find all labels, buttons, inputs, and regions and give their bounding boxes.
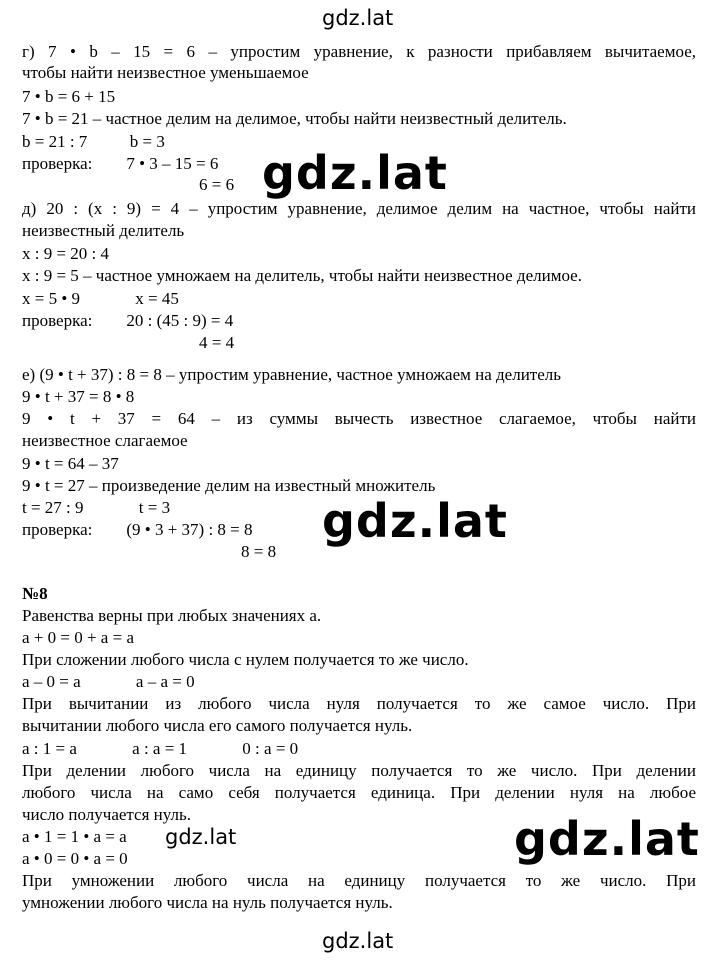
watermark-mid-2: gdz.lat [322,494,508,548]
line-d-check-result: 4 = 4 [199,333,235,352]
line-e-check: проверка: (9 • 3 + 37) : 8 = 8 [22,520,253,539]
line-g-1: г) 7 • b – 15 = 6 – упростим уравнение, к разности прибавляем вычитаемое, [22,42,696,61]
line-d-check: проверка: 20 : (45 : 9) = 4 [22,311,234,330]
line-8-6: вычитании любого числа его самого получается нуль. [22,716,413,735]
line-g-2: чтобы найти неизвестное уменьшаемое [22,63,309,82]
watermark-big: gdz.lat [514,812,700,866]
line-8-7: a : 1 = a a : a = 1 0 : a = 0 [22,739,299,758]
watermark-bottom: gdz.lat [322,929,394,953]
line-8-14: умножении любого числа на нуль получается нуль. [22,893,393,912]
line-g-4: 7 • b = 21 – частное делим на делимое, чтобы найти неизвестный делитель. [22,109,567,128]
line-e-check-result: 8 = 8 [241,542,277,561]
line-d-2: неизвестный делитель [22,221,185,240]
line-e-3: 9 • t + 37 = 64 – из суммы вычесть известное слагаемое, чтобы найти [22,409,696,428]
line-8-3: При сложении любого числа с нулем получается то же число. [22,650,469,669]
line-8-4: a – 0 = a a – a = 0 [22,672,195,691]
line-8-10: число получается нуль. [22,805,192,824]
line-e-5: 9 • t = 64 – 37 [22,454,119,473]
line-8-9: любого числа на само себя получается единица. При делении нуля на любое [22,783,696,802]
line-g-check-result: 6 = 6 [199,175,235,194]
section-heading-8: №8 [22,584,48,603]
line-e-2: 9 • t + 37 = 8 • 8 [22,387,135,406]
line-g-3: 7 • b = 6 + 15 [22,87,116,106]
line-8-1: Равенства верны при любых значениях a. [22,606,322,625]
line-8-5: При вычитании из любого числа нуля получается то же самое число. При [22,694,696,713]
line-e-7: t = 27 : 9 t = 3 [22,498,171,517]
line-8-13: При умножении любого числа на единицу получается то же число. При [22,871,696,890]
line-d-4: x : 9 = 5 – частное умножаем на делитель, чтобы найти неизвестное делимое. [22,266,582,285]
watermark-small: gdz.lat [165,825,237,849]
line-8-12: a • 0 = 0 • a = 0 [22,849,128,868]
line-d-5: x = 5 • 9 x = 45 [22,289,179,308]
line-d-3: x : 9 = 20 : 4 [22,244,110,263]
line-d-1: д) 20 : (x : 9) = 4 – упростим уравнение, делимое делим на частное, чтобы найти [22,199,696,218]
line-8-11: a • 1 = 1 • a = a [22,827,127,846]
line-e-1: е) (9 • t + 37) : 8 = 8 – упростим уравнение, частное умножаем на делитель [22,365,562,384]
watermark-mid-1: gdz.lat [262,146,448,200]
line-e-4: неизвестное слагаемое [22,431,188,450]
line-g-5: b = 21 : 7 b = 3 [22,132,165,151]
line-e-6: 9 • t = 27 – произведение делим на известный множитель [22,476,436,495]
line-8-8: При делении любого числа на единицу получается то же число. При делении [22,761,696,780]
line-g-check: проверка: 7 • 3 – 15 = 6 [22,154,219,173]
watermark-top: gdz.lat [322,6,394,30]
line-8-2: a + 0 = 0 + a = a [22,628,134,647]
